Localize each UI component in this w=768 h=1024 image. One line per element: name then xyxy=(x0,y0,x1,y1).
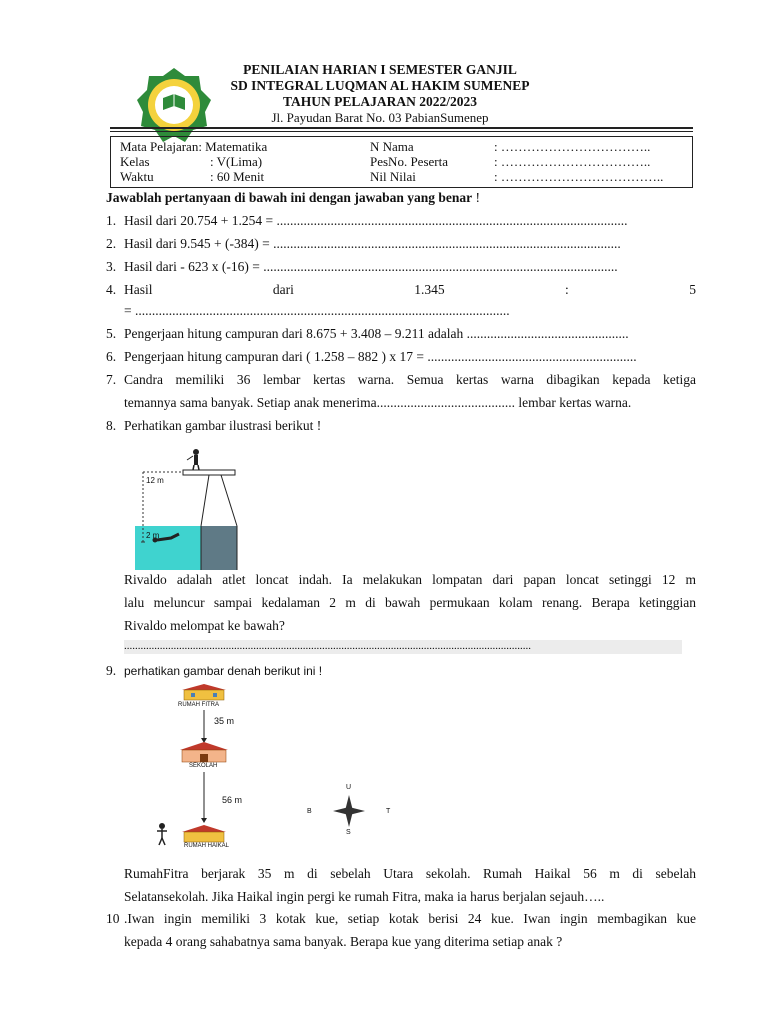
q9-number: 9. xyxy=(106,663,117,678)
compass-u: U xyxy=(346,784,352,791)
q1-number: 1. xyxy=(106,213,117,228)
peserta-field[interactable]: : …………………………….. xyxy=(494,154,651,169)
label-56m: 56 m xyxy=(222,795,243,805)
nilai-field[interactable]: : ……………………………….. xyxy=(494,169,664,184)
q2-text: Hasil dari 9.545 + (-384) = ....................................................................................................... xyxy=(124,236,621,251)
instruction-text: Jawablah pertanyaan di bawah ini dengan jawaban yang benar xyxy=(106,190,473,205)
waktu-value: : 60 Menit xyxy=(210,169,265,184)
q8-number: 8. xyxy=(106,418,117,433)
header-title-3: TAHUN PELAJARAN 2022/2023 xyxy=(282,94,477,109)
q1-text: Hasil dari 20.754 + 1.254 = ........................................................................................................ xyxy=(124,213,628,228)
q3-number: 3. xyxy=(106,259,117,274)
q6-number: 6. xyxy=(106,349,117,364)
header-address: Jl. Payudan Barat No. 03 PabianSumenep xyxy=(271,110,489,125)
q8-para2: lalu meluncur sampai kedalaman 2 m di bawah permukaan kolam renang. Berapa ketinggian xyxy=(124,595,696,610)
compass-b: B xyxy=(307,808,312,815)
compass-t: T xyxy=(386,808,391,815)
kelas-label: Kelas xyxy=(120,154,150,169)
q4-word: 5 xyxy=(689,282,696,297)
label-35m: 35 m xyxy=(214,716,235,726)
q8-line1: Perhatikan gambar ilustrasi berikut ! xyxy=(124,418,322,433)
mapel-label: Mata Pelajaran: Matematika xyxy=(120,139,268,154)
instruction-mark: ! xyxy=(475,190,480,205)
compass-s: S xyxy=(346,829,351,836)
q5-number: 5. xyxy=(106,326,117,341)
q7-line2: temannya sama banyak. Setiap anak menerima......................................... lembar kertas warna. xyxy=(124,395,632,410)
label-rumah-haikal: RUMAH HAIKAL xyxy=(184,843,230,849)
q9-para1: RumahFitra berjarak 35 m di sebelah Utara sekolah. Rumah Haikal 56 m di sebelah xyxy=(124,866,696,881)
q3-text: Hasil dari - 623 x (-16) = ......................................................................................................... xyxy=(124,259,618,274)
q4-line1 xyxy=(124,282,696,298)
q6-text: Pengerjaan hitung campuran dari ( 1.258 – 882 ) x 17 = .............................................................. xyxy=(124,349,637,364)
q4-word: dari xyxy=(272,282,294,297)
q10-number: 10 xyxy=(106,911,120,926)
q9-line1: perhatikan gambar denah berikut ini ! xyxy=(124,664,323,678)
q4-word: 1.345 xyxy=(414,282,445,297)
q8-answer-line[interactable]: .................................................................................................................................................... xyxy=(124,640,531,652)
header-title-1: PENILAIAN HARIAN I SEMESTER GANJIL xyxy=(243,62,517,77)
nama-label: N Nama xyxy=(370,139,414,154)
q4-line2: = ............................................................................................................... xyxy=(124,303,510,318)
q9-para2: Selatansekolah. Jika Haikal ingin pergi ke rumah Fitra, maka ia harus berjalan sejauh….. xyxy=(124,889,605,904)
header-rule xyxy=(110,127,693,129)
q10-line2: kepada 4 orang sahabatnya sama banyak. Berapa kue yang diterima setiap anak ? xyxy=(124,934,563,949)
diving-illustration xyxy=(135,440,245,570)
label-sekolah: SEKOLAH xyxy=(189,763,218,769)
q4-number: 4. xyxy=(106,282,117,297)
waktu-label: Waktu xyxy=(120,169,154,184)
q5-text: Pengerjaan hitung campuran dari 8.675 + 3.408 – 9.211 adalah ................................................ xyxy=(124,326,629,341)
label-12m: 12 m xyxy=(146,476,164,485)
q4-word: Hasil xyxy=(124,282,153,297)
header-title-2: SD INTEGRAL LUQMAN AL HAKIM SUMENEP xyxy=(230,78,530,93)
instruction xyxy=(106,190,480,206)
label-2m: 2 m xyxy=(146,531,160,540)
q2-number: 2. xyxy=(106,236,117,251)
q8-para3: Rivaldo melompat ke bawah? xyxy=(124,618,285,633)
kelas-value: : V(Lima) xyxy=(210,154,263,169)
header-rule-thin xyxy=(110,131,693,132)
label-rumah-fitra: RUMAH FITRA xyxy=(178,702,219,708)
q4-word: : xyxy=(565,282,569,297)
nama-field[interactable]: : …………………………….. xyxy=(494,139,651,154)
q8-para1: Rivaldo adalah atlet loncat indah. Ia melakukan lompatan dari papan loncat setinggi 12 m xyxy=(124,572,696,587)
nilai-label: Nil Nilai xyxy=(370,169,416,184)
q7-line1: Candra memiliki 36 lembar kertas warna. Semua kertas warna dibagikan kepada ketiga xyxy=(124,372,696,387)
q7-number: 7. xyxy=(106,372,117,387)
peserta-label: PesNo. Peserta xyxy=(370,154,448,169)
q10-line1: .Iwan ingin memiliki 3 kotak kue, setiap kotak berisi 24 kue. Iwan ingin membagikan kue xyxy=(124,911,696,926)
